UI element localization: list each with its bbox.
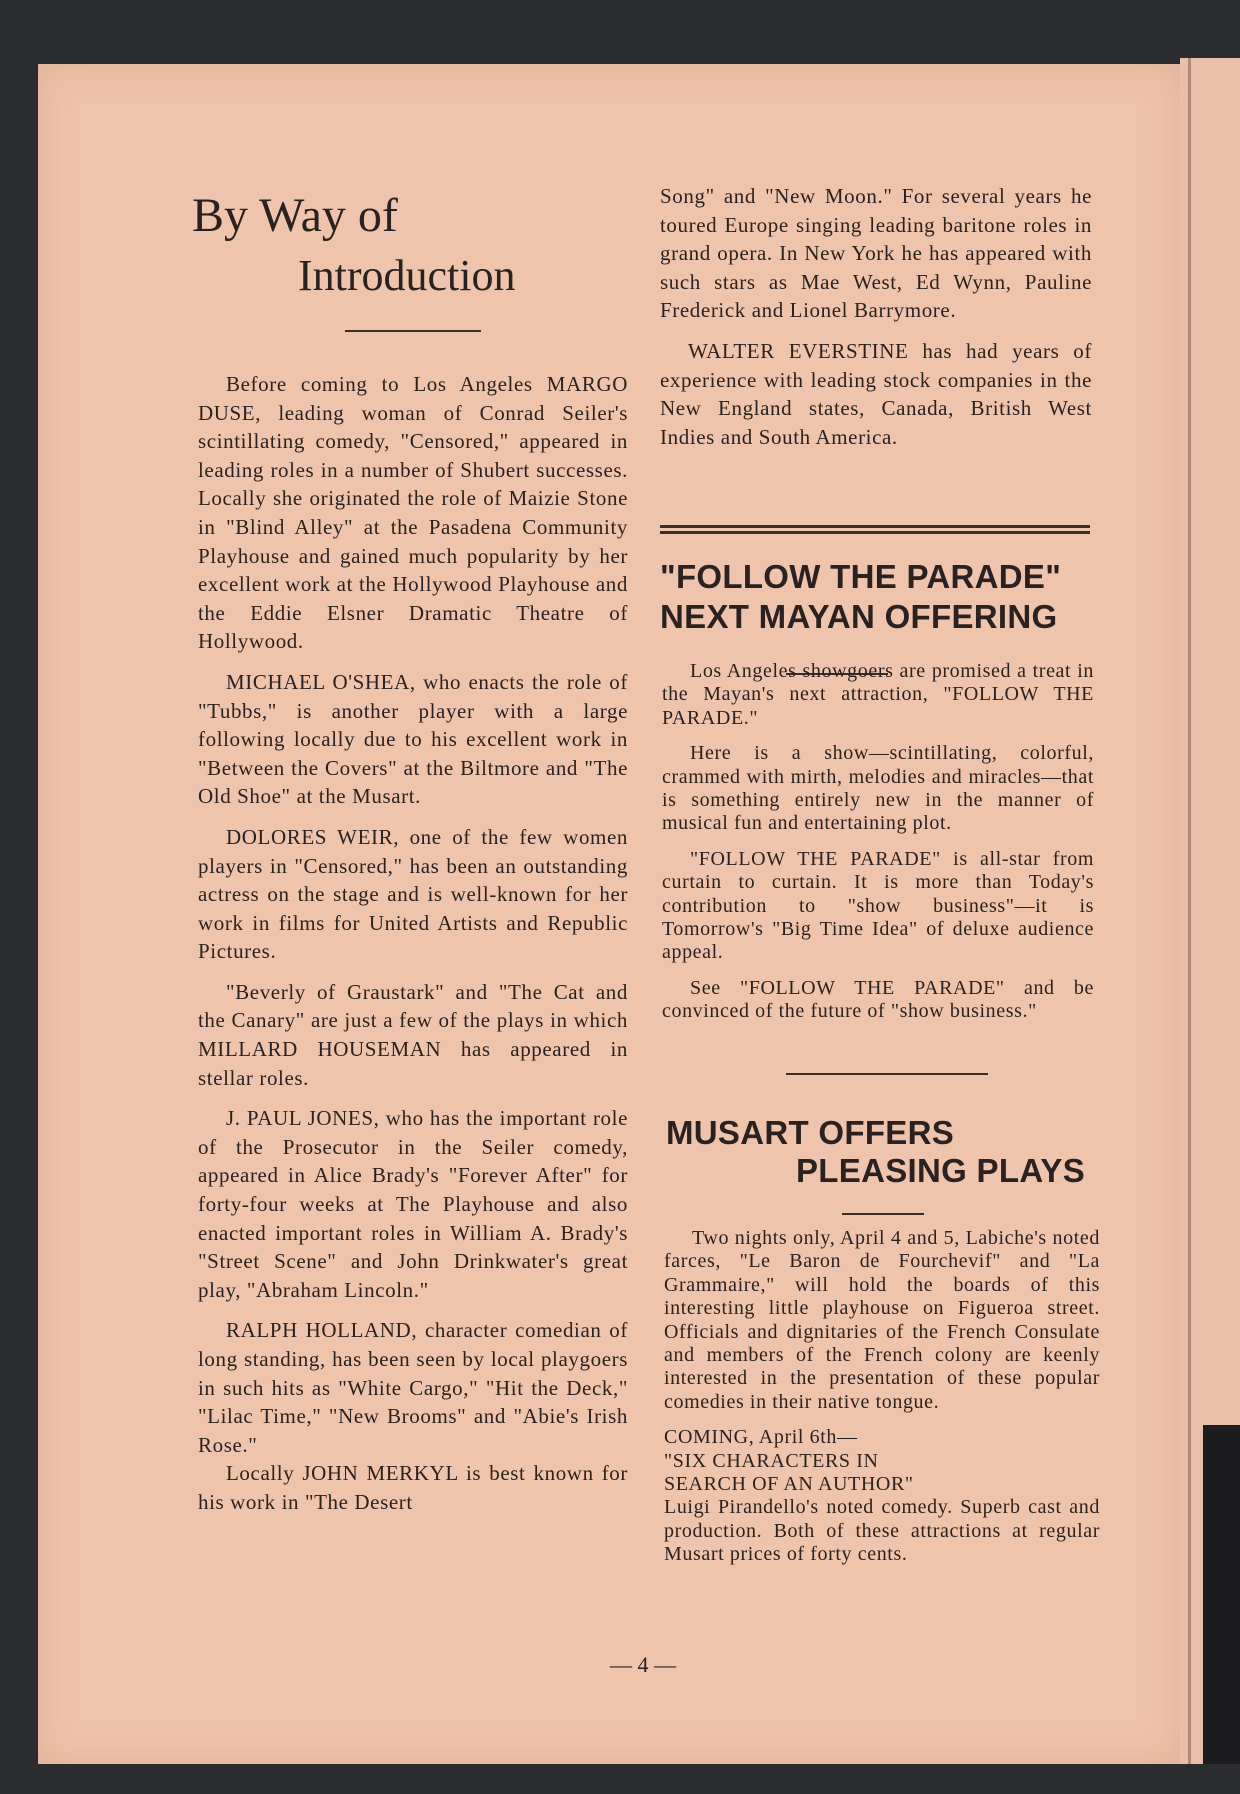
intro-paragraph: MICHAEL O'SHEA, who enacts the role of "Tubbs," is another player with a large following locally due to his excellent work in "Between the Covers" at the Biltmore and "The Old Shoe" at the Musart. [198, 669, 628, 809]
title-rule [345, 330, 481, 332]
intro-paragraph: RALPH HOLLAND, character comedian of long standing, has been seen by local playgoers in such hits as "White Cargo," "Hit the Deck," "Lilac Time," "New Brooms" and "Abie's Irish Rose." [198, 1318, 628, 1457]
intro-paragraph: "Beverly of Graustark" and "The Cat and the Canary" are just a few of the plays in which MILLARD HOUSEMAN has appeared in stellar roles. [198, 979, 628, 1090]
musart-headline-line2: PLEASING PLAYS [796, 1152, 1086, 1189]
musart-play-line2: SEARCH OF AN AUTHOR" [664, 1473, 914, 1496]
intro-continued-paragraph: Song" and "New Moon." For several years he toured Europe singing leading baritone roles in grand opera. In New York he has appeared with such stars as Mae West, Ed Wynn, Pauline Frederick and Lionel Barrymore. [660, 184, 1092, 323]
intro-paragraph: Locally JOHN MERKYL is best known for his work in "The Desert [198, 1461, 628, 1514]
musart-column [664, 1227, 1100, 1567]
parade-column [662, 660, 1094, 1024]
musart-rule [842, 1213, 924, 1215]
parade-paragraph: See "FOLLOW THE PARADE" and be convinced of the future of "show business." [662, 976, 1094, 1023]
parade-paragraph: "FOLLOW THE PARADE" is all-star from curtain to curtain. It is more than Today's contribution to "show business"—it is Tomorrow's "Big Time Idea" of deluxe audience appeal. [662, 847, 1094, 964]
intro-paragraph: DOLORES WEIR, one of the few women players in "Censored," has been an outstanding actress on the stage and is well-known for her work in films for United Artists and Republic Pictures. [198, 824, 628, 964]
intro-continued-paragraph: WALTER EVERSTINE has had years of experience with leading stock companies in the New England states, Canada, British West Indies and South America. [660, 338, 1092, 449]
parade-paragraph: Los Angeles showgoers are promised a treat in the Mayan's next attraction, "FOLLOW THE PARADE." [662, 660, 1094, 729]
double-rule-bottom [660, 531, 1090, 534]
intro-paragraph: J. PAUL JONES, who has the important role of the Prosecutor in the Seiler comedy, appeared in Alice Brady's "Forever After" for forty-four weeks at The Playhouse and also enacted important roles in William A. Brady's "Street Scene" and John Drinkwater's great play, "Abraham Lincoln." [198, 1106, 628, 1302]
intro-title-line2: Introduction [298, 251, 516, 300]
intro-paragraph: Before coming to Los Angeles MARGO DUSE, leading woman of Conrad Seiler's scintillating comedy, "Censored," appeared in leading roles in a number of Shubert successes. Locally she originated the role of Maizie Stone in "Blind Alley" at the Pasadena Community Playhouse and gained much popularity by her excellent work at the Hollywood Playhouse and the Eddie Elsner Dramatic Theatre of Hollywood. [198, 372, 628, 654]
intro-continued-column [660, 182, 1092, 451]
double-rule-top [660, 525, 1090, 528]
page-spine [1188, 58, 1191, 1764]
parade-end-rule [786, 1073, 988, 1075]
musart-headline-line1: MUSART OFFERS [666, 1114, 955, 1151]
musart-coming: COMING, April 6th— [664, 1426, 858, 1449]
parade-paragraph: Here is a show—scintillating, colorful, crammed with mirth, melodies and miracles—that is something entirely new in the manner of musical fun and entertaining plot. [662, 742, 1094, 835]
musart-paragraph: Two nights only, April 4 and 5, Labiche's noted farces, "Le Baron de Fourchevif" and "La Grammaire," will hold the boards of this interesting little playhouse on Figueroa street. Officials and dignitaries of the French Consulate and members of the French colony are keenly interested in the presentation of these popular comedies in their native tongue. [664, 1227, 1100, 1413]
musart-closing: Luigi Pirandello's noted comedy. Superb cast and production. Both of these attractions at regular Musart prices of forty cents. [664, 1496, 1100, 1566]
background-bottom [0, 1764, 1240, 1794]
parade-headline-line2: NEXT MAYAN OFFERING [660, 598, 1058, 635]
background-edge [1203, 1425, 1240, 1794]
intro-column [198, 370, 628, 1517]
intro-title-line1: By Way of [192, 189, 398, 242]
parade-headline-line1: "FOLLOW THE PARADE" [660, 558, 1062, 595]
page-number: — 4 — [610, 1652, 676, 1677]
musart-play-line1: "SIX CHARACTERS IN [664, 1449, 879, 1472]
